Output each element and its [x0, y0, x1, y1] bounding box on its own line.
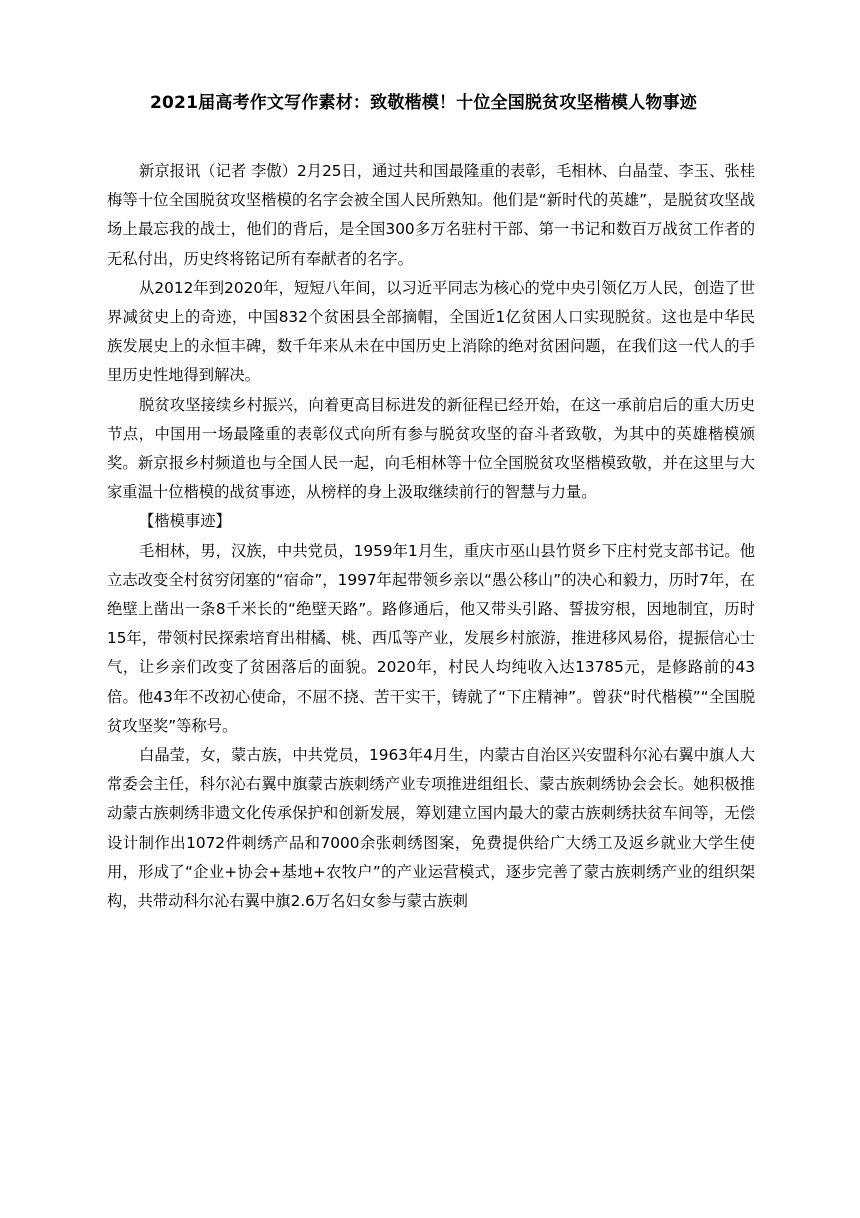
document-body — [107, 157, 755, 916]
document-page — [107, 91, 755, 916]
paragraph-history: 从2012年到2020年，短短八年间，以习近平同志为核心的党中央引领亿万人民，创造了世界减贫史上的奇迹，中国832个贫困县全部摘帽，全国近1亿贫困人口实现脱贫。这也是中华民族发展史上的永恒丰碑，数千年来从未在中国历史上消除的绝对贫困问题，在我们这一代人的手里历史性地得到解决。 — [107, 278, 755, 385]
paragraph-mao-xianglin: 毛相林，男，汉族，中共党员，1959年1月生，重庆市巫山县竹贤乡下庄村党支部书记。他立志改变全村贫穷闭塞的“宿命”，1997年起带领乡亲以“愚公移山”的决心和毅力，历时7年，在绝壁上凿出一条8千米长的“绝壁天路”。路修通后，他又带头引路、誓拔穷根，因地制宜，历时15年，带领村民探索培育出柑橘、桃、西瓜等产业，发展乡村旅游，推进移风易俗，提振信心士气，让乡亲们改变了贫困落后的面貌。2020年，村民人均纯收入达13785元，是修路前的43倍。他43年不改初心使命，不屈不挠、苦干实干，铸就了“下庄精神”。曾获“时代楷模”“全国脱贫攻坚奖”等称号。 — [107, 541, 755, 735]
document-title: 2021届高考作文写作素材：致敬楷模！十位全国脱贫攻坚楷模人物事迹 — [150, 93, 697, 113]
section-heading: 【楷模事迹】 — [139, 512, 231, 531]
paragraph-intro: 新京报讯（记者 李傲）2月25日，通过共和国最隆重的表彰，毛相林、白晶莹、李玉、张桂梅等十位全国脱贫攻坚楷模的名字会被全国人民所熟知。他们是“新时代的英雄”，是脱贫攻坚战场上最忘我的战士，他们的背后，是全国300多万名驻村干部、第一书记和数百万战贫工作者的无私付出，历史终将铭记所有奉献者的名字。 — [107, 162, 755, 268]
paragraph-new-journey: 脱贫攻坚接续乡村振兴，向着更高目标进发的新征程已经开始，在这一承前启后的重大历史节点，中国用一场最隆重的表彰仪式向所有参与脱贫攻坚的奋斗者致敬，为其中的英雄楷模颁奖。新京报乡村频道也与全国人民一起，向毛相林等十位全国脱贫攻坚楷模致敬，并在这里与大家重温十位楷模的战贫事迹，从榜样的身上汲取继续前行的智慧与力量。 — [107, 395, 755, 502]
paragraph-bai-jingying: 白晶莹，女，蒙古族，中共党员，1963年4月生，内蒙古自治区兴安盟科尔沁右翼中旗人大常委会主任，科尔沁右翼中旗蒙古族刺绣产业专项推进组组长、蒙古族刺绣协会会长。她积极推动蒙古族刺绣非遗文化传承保护和创新发展，筹划建立国内最大的蒙古族刺绣扶贫车间等，无偿设计制作出1072件刺绣产品和7000余张刺绣图案，免费提供给广大绣工及返乡就业大学生使用，形成了“企业+协会+基地+农牧户”的产业运营模式，逐步完善了蒙古族刺绣产业的组织架构，共带动科尔沁右翼中旗2.6万名妇女参与蒙古族刺 — [107, 746, 755, 911]
